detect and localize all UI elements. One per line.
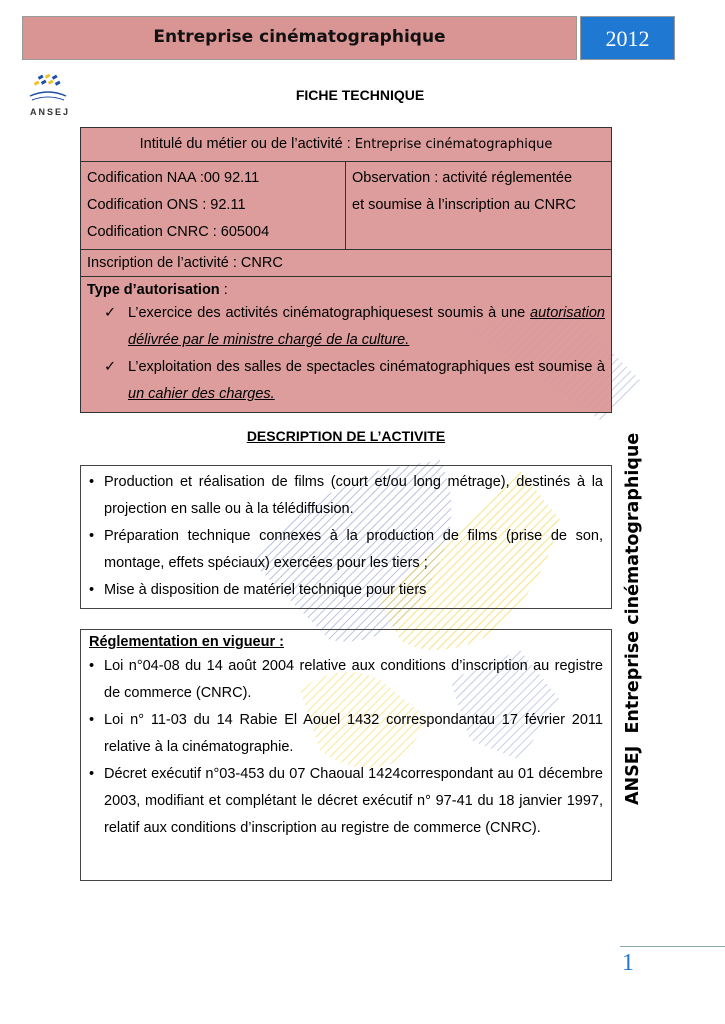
autorisation-item-text: L’exercice des activités cinématographiquesest soumis à une [128,305,531,321]
codif-ons: Codification ONS : 92.11 [87,197,246,213]
observation-cell [346,162,612,250]
side-vertical-title: ANSEJ Entreprise cinématographique [623,432,643,805]
autorisation-cell [81,277,612,413]
description-box [80,465,612,609]
autorisation-item [104,354,605,408]
logo-text: ANSEJ [29,107,70,117]
inscription-cell [81,250,612,277]
page-number: 1 [622,950,634,976]
codification-cell [81,162,346,250]
autorisation-item-underlined: autorisation délivrée par le ministre chargé de la culture. [128,305,605,348]
reglementation-title: Réglementation en vigueur : [89,634,284,650]
codif-cnrc: Codification CNRC : 605004 [87,224,270,240]
footer-divider [620,946,725,947]
type-label: Type d’autorisation [87,282,220,298]
bullet-icon: • [89,582,95,598]
bullet-icon: • [89,528,95,544]
bullet-icon: • [89,658,95,674]
codif-naa: Codification NAA :00 92.11 [87,170,260,186]
observation-line1: Observation : activité réglementée [352,170,573,186]
autorisation-list [87,300,605,408]
reglementation-item: • Décret exécutif n°03-453 du 07 Chaoual 1424correspondant au 01 décembre 2003, modifiant et complétant le décret exécutif n° 97-41 du 18 janvier 1997, relatif aux conditions d’inscription au registre de commerce (CNRC). [89,761,603,842]
inscription-text: Inscription de l’activité : CNRC [87,255,283,271]
description-list [89,469,603,604]
description-item: • Préparation technique connexes à la production de films (prise de son, montage, effets spéciaux) exercées pour les tiers ; [89,523,603,577]
description-item: • Production et réalisation de films (court et/ou long métrage), destinés à la projection en salle ou à la télédiffusion. [89,469,603,523]
intitule-value: Entreprise cinématographique [354,137,553,152]
autorisation-item-text: L’exploitation des salles de spectacles cinématographiques est soumise à [128,359,605,375]
bullet-icon: • [89,712,95,728]
checkmark-icon: ✓ [104,359,117,375]
bullet-icon: • [89,766,95,782]
autorisation-item [104,300,605,354]
header-title: Entreprise cinématographique [153,27,446,47]
reglementation-box [80,629,612,881]
checkmark-icon: ✓ [104,305,117,321]
fiche-table [80,127,612,413]
fiche-title: FICHE TECHNIQUE [295,87,425,103]
reglementation-list [89,653,603,842]
header-year: 2012 [580,16,675,60]
type-suffix: : [219,282,228,298]
intitule-cell [81,128,612,162]
intitule-label: Intitulé du métier ou de l’activité : [139,136,355,152]
autorisation-item-underlined: un cahier des charges. [128,386,275,402]
description-title: DESCRIPTION DE L’ACTIVITE [246,428,446,444]
reglementation-item: • Loi n° 11-03 du 14 Rabie El Aouel 1432 correspondantau 17 février 2011 relative à la cinématographie. [89,707,603,761]
bullet-icon: • [89,474,95,490]
description-item: • Mise à disposition de matériel technique pour tiers [89,577,603,604]
observation-line2: et soumise à l’inscription au CNRC [352,197,577,213]
reglementation-item: • Loi n°04-08 du 14 août 2004 relative aux conditions d’inscription au registre de commerce (CNRC). [89,653,603,707]
